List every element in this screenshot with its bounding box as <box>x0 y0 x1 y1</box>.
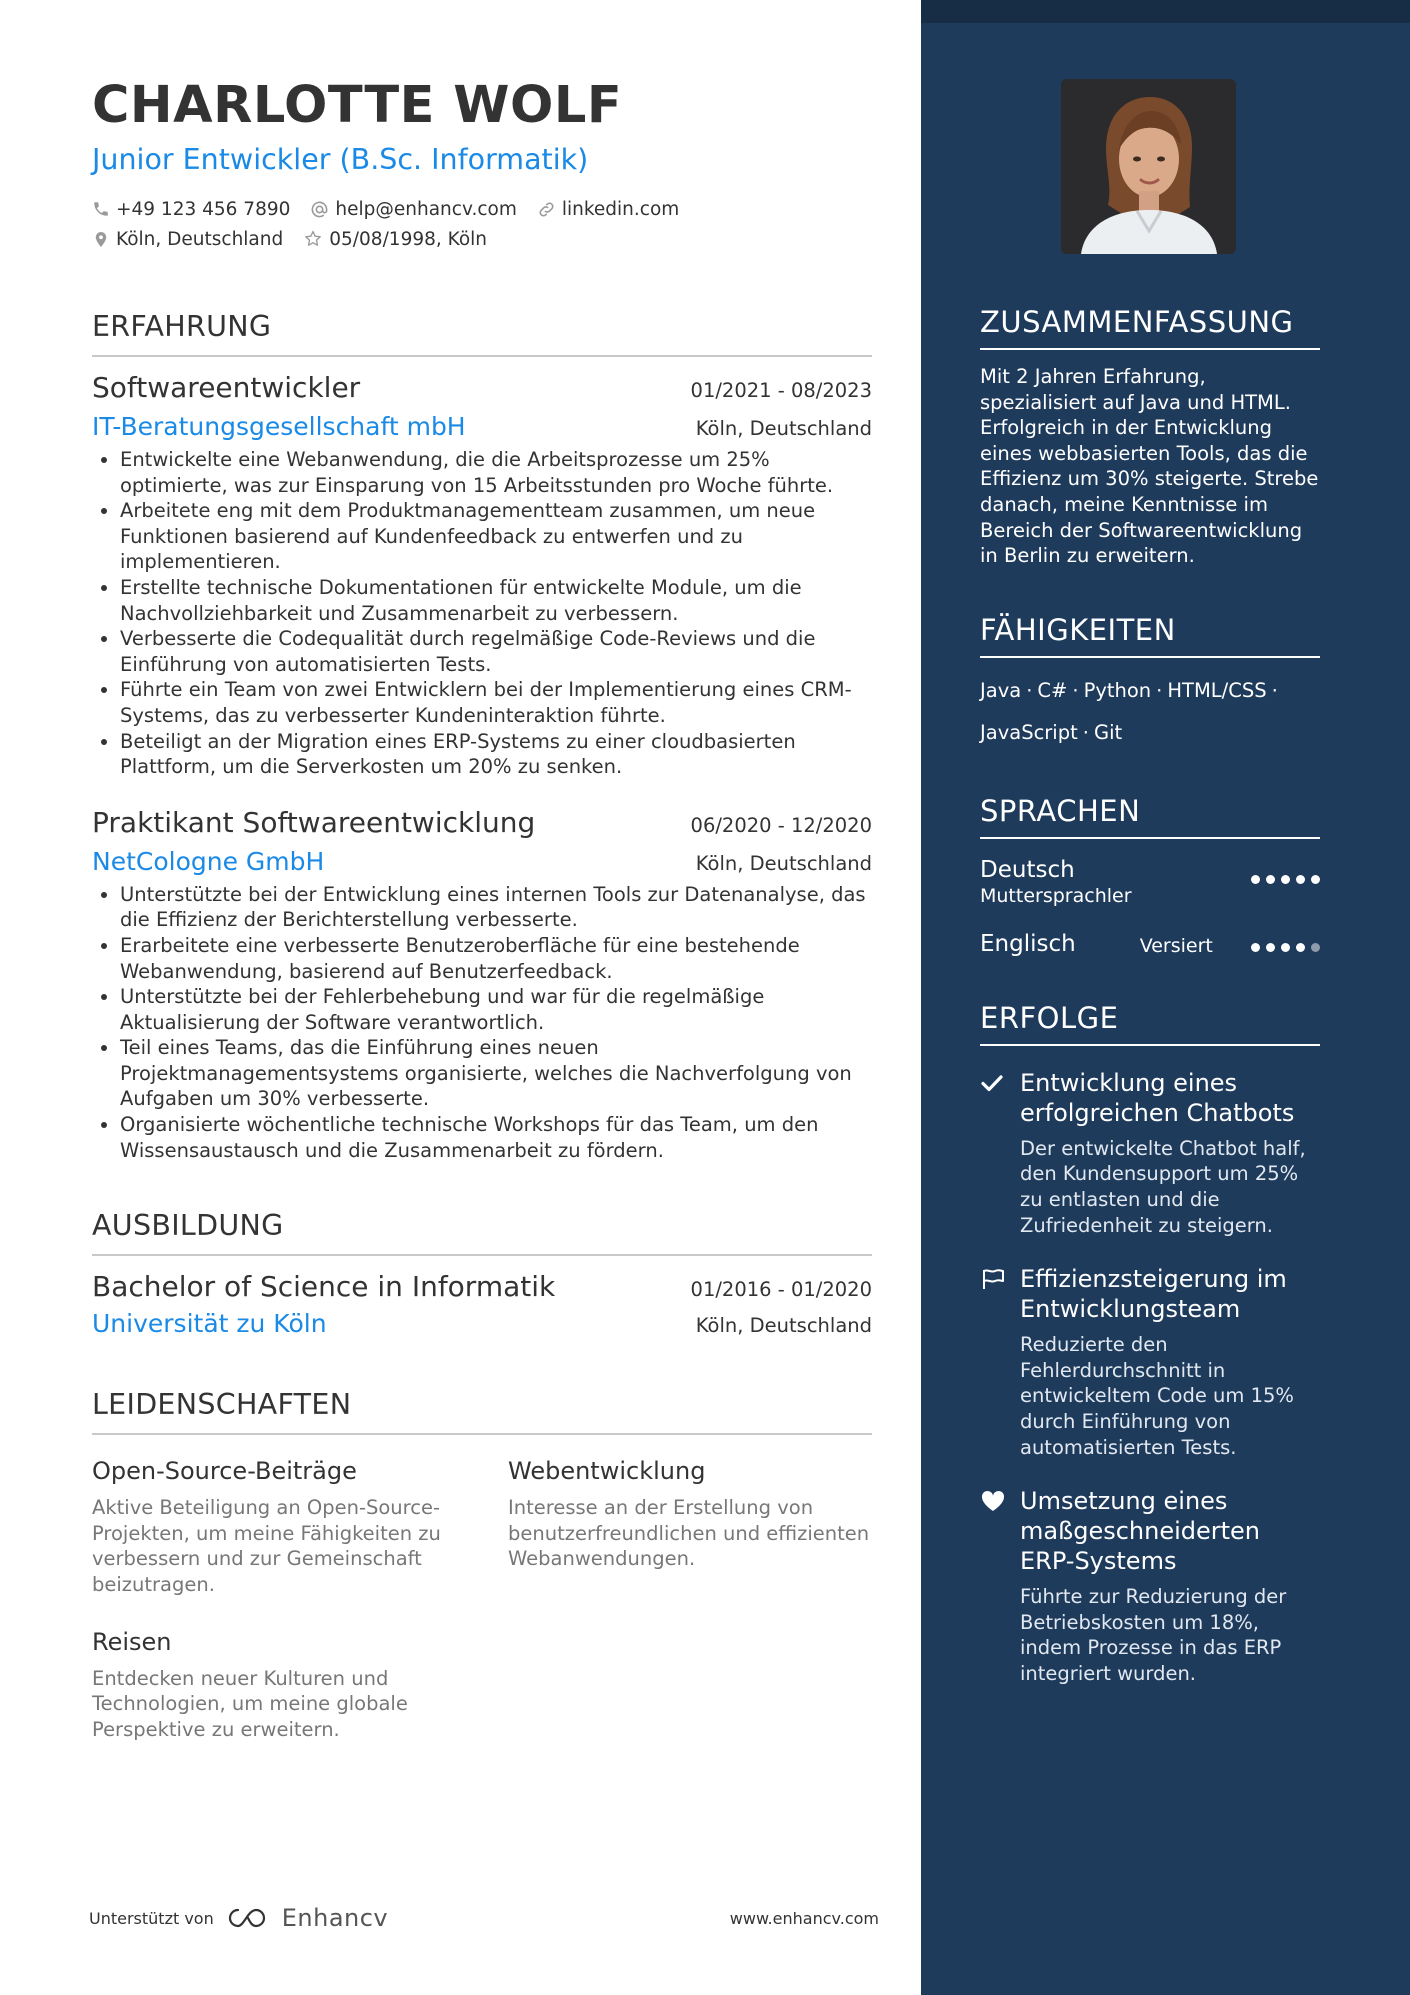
bullet: • Beteiligt an der Migration eines ERP-Systems zu einer cloudbasierten Plattform, um die Serverkosten um 20% zu senken. <box>120 729 872 780</box>
skill-separator: · <box>1082 720 1089 744</box>
rating-dot <box>1266 943 1275 952</box>
enhancv-logo-icon <box>226 1906 274 1930</box>
main-column <box>92 75 872 1742</box>
footer-url[interactable]: www.enhancv.com <box>729 1908 879 1928</box>
skill-separator: · <box>1156 678 1163 702</box>
language-rating <box>1251 875 1320 884</box>
powered-by-text: Unterstützt von <box>89 1908 214 1928</box>
passion-desc: Entdecken neuer Kulturen und Technologien, um meine globale Perspektive zu erweitern. <box>92 1666 408 1741</box>
bullet: • Arbeitete eng mit dem Produktmanagementteam zusammen, um neue Funktionen basierend auf Kundenfeedback zu entwerfen und zu implementieren. <box>120 498 872 575</box>
skill-item: Git <box>1093 720 1123 744</box>
degree: Bachelor of Science in Informatik <box>92 1270 556 1304</box>
location-pin-icon <box>92 230 110 249</box>
bullet: • Verbesserte die Codequalität durch regelmäßige Code-Reviews und die Einführung von automatisierten Tests. <box>120 626 872 677</box>
skills-list <box>980 670 1320 754</box>
rating-dot <box>1251 943 1260 952</box>
skill-separator: · <box>1072 678 1079 702</box>
job-dates: 06/2020 - 12/2020 <box>690 813 872 837</box>
education-section <box>92 1209 872 1338</box>
education-dates: 01/2016 - 01/2020 <box>690 1278 872 1302</box>
language-item <box>980 931 1320 957</box>
passion-desc: Interesse an der Erstellung von benutzerfreundlichen und effizienten Webanwendungen. <box>508 1496 870 1571</box>
job-dates: 01/2021 - 08/2023 <box>690 379 872 402</box>
footer <box>89 1904 879 1932</box>
job-title: Praktikant Softwareentwicklung <box>92 805 536 839</box>
phone-icon <box>92 200 110 218</box>
profile-photo <box>1061 79 1236 254</box>
education-title: AUSBILDUNG <box>92 1209 872 1256</box>
profile-portrait-icon <box>1061 79 1236 254</box>
achievement-item <box>980 1068 1320 1238</box>
passion-title: Open-Source-Beiträge <box>92 1457 357 1486</box>
contact-email[interactable] <box>310 199 516 220</box>
email-text: help@enhancv.com <box>335 198 517 220</box>
achievement-title: Umsetzung eines maßgeschneiderten ERP-Systems <box>1020 1487 1261 1576</box>
heart-icon <box>980 1489 1006 1513</box>
languages-title: SPRACHEN <box>980 794 1320 839</box>
job-company: NetCologne GmbH <box>92 846 325 876</box>
flag-icon <box>980 1267 1006 1291</box>
achievement-item <box>980 1486 1320 1686</box>
skill-item: HTML/CSS <box>1167 678 1267 702</box>
language-rating <box>1251 943 1320 952</box>
skill-item: Java <box>980 678 1022 702</box>
passion-item <box>92 1457 508 1597</box>
passion-item <box>92 1628 508 1743</box>
skills-section <box>980 613 1320 754</box>
birth-text: 05/08/1998, Köln <box>329 228 488 250</box>
location-text: Köln, Deutschland <box>116 228 284 250</box>
passions-title: LEIDENSCHAFTEN <box>92 1388 872 1435</box>
skill-separator: · <box>1271 678 1278 702</box>
rating-dot <box>1296 875 1305 884</box>
achievement-desc: Reduzierte den Fehlerdurchschnitt in entwickeltem Code um 15% durch Einführung von automatisierten Tests. <box>1020 1333 1294 1459</box>
bullet: • Unterstützte bei der Fehlerbehebung und war für die regelmäßige Aktualisierung der Software verantwortlich. <box>120 984 872 1035</box>
rating-dot <box>1281 875 1290 884</box>
phone-text: +49 123 456 7890 <box>116 198 291 220</box>
bullet: • Erstellte technische Dokumentationen für entwickelte Module, um die Nachvollziehbarkeit und Zusammenarbeit zu verbessern. <box>120 575 872 626</box>
job-title: Softwareentwickler <box>92 371 361 404</box>
language-name: Englisch <box>980 930 1076 957</box>
rating-dot <box>1311 875 1320 884</box>
passions-section <box>92 1388 872 1742</box>
experience-title: ERFAHRUNG <box>92 310 872 357</box>
achievement-title: Entwicklung eines erfolgreichen Chatbots <box>1020 1068 1295 1127</box>
bullet: • Erarbeitete eine verbesserte Benutzeroberfläche für eine bestehende Webanwendung, basierend auf Benutzerfeedback. <box>120 933 872 984</box>
at-icon <box>310 200 329 219</box>
skill-item: C# <box>1037 678 1068 702</box>
job-location: Köln, Deutschland <box>695 417 872 440</box>
passion-title: Webentwicklung <box>508 1457 706 1486</box>
enhancv-logo[interactable] <box>226 1904 388 1932</box>
contact-linkedin[interactable] <box>537 199 679 220</box>
languages-section <box>980 794 1320 957</box>
rating-dot <box>1251 875 1260 884</box>
language-level: Versiert <box>1139 934 1213 957</box>
link-icon <box>537 200 556 219</box>
achievement-title: Effizienzsteigerung im Entwicklungsteam <box>1020 1265 1287 1324</box>
achievement-desc: Der entwickelte Chatbot half, den Kundensupport um 25% zu entlasten und die Zufriedenheit zu steigern. <box>1020 1136 1306 1237</box>
contact-birth <box>303 229 487 250</box>
job-entry <box>92 371 872 780</box>
candidate-name: CHARLOTTE WOLF <box>92 76 623 135</box>
skill-item: JavaScript <box>980 720 1078 744</box>
summary-title: ZUSAMMENFASSUNG <box>980 305 1320 350</box>
school: Universität zu Köln <box>92 1309 327 1339</box>
contact-info <box>92 194 872 254</box>
language-name: Deutsch <box>980 856 1075 883</box>
bullet: • Führte ein Team von zwei Entwicklern bei der Implementierung eines CRM-Systems, das zu verbesserter Kundeninteraktion führte. <box>120 677 872 728</box>
bullet: • Entwickelte eine Webanwendung, die die Arbeitsprozesse um 25% optimierte, was zur Einsparung von 15 Arbeitsstunden pro Woche führte. <box>120 447 872 498</box>
star-icon <box>303 229 323 249</box>
skill-item: Python <box>1083 678 1152 702</box>
headline: Junior Entwickler (B.Sc. Informatik) <box>92 143 589 176</box>
passion-desc: Aktive Beteiligung an Open-Source-Projekten, um meine Fähigkeiten zu verbessern und zur Gemeinschaft beizutragen. <box>92 1496 441 1597</box>
job-bullets <box>92 882 872 1164</box>
rating-dot <box>1266 875 1275 884</box>
rating-dot <box>1311 943 1320 952</box>
bullet: • Organisierte wöchentliche technische Workshops für das Team, um den Wissensaustausch und die Zusammenarbeit zu fördern. <box>120 1112 872 1163</box>
passion-title: Reisen <box>92 1627 172 1656</box>
skill-separator: · <box>1026 678 1033 702</box>
summary-text: Mit 2 Jahren Erfahrung, spezialisiert auf Java und HTML. Erfolgreich in der Entwicklung eines webbasierten Tools, das die Effizienz um 30% steigerte. Strebe danach, meine Kenntnisse im Bereich der Softwareentwicklung in Berlin zu erweitern. <box>980 365 1319 568</box>
linkedin-text: linkedin.com <box>561 198 680 220</box>
language-level: Muttersprachler <box>980 884 1132 907</box>
achievement-desc: Führte zur Reduzierung der Betriebskosten um 18%, indem Prozesse in das ERP integriert wurden. <box>1020 1585 1287 1685</box>
contact-location <box>92 229 283 250</box>
job-entry <box>92 806 872 1164</box>
passion-item <box>508 1457 872 1597</box>
sidebar <box>921 0 1410 1995</box>
bullet: • Teil eines Teams, das die Einführung eines neuen Projektmanagementsystems organisierte, welches die Nachverfolgung von Aufgaben um 30% verbesserte. <box>120 1035 872 1112</box>
bullet: • Unterstützte bei der Entwicklung eines internen Tools zur Datenanalyse, das die Effizienz der Berichterstellung verbesserte. <box>120 882 872 933</box>
sidebar-top-bar <box>921 0 1410 23</box>
sidebar-content <box>980 305 1320 1730</box>
skills-title: FÄHIGKEITEN <box>980 613 1320 658</box>
achievements-section <box>980 1001 1320 1687</box>
achievement-item <box>980 1264 1320 1460</box>
job-bullets <box>92 447 872 780</box>
check-icon <box>980 1071 1004 1095</box>
experience-section <box>92 310 872 1163</box>
summary-section <box>980 305 1320 569</box>
education-location: Köln, Deutschland <box>695 1314 872 1338</box>
job-company: IT-Beratungsgesellschaft mbH <box>92 412 466 441</box>
language-item <box>980 857 1320 907</box>
rating-dot <box>1281 943 1290 952</box>
achievements-title: ERFOLGE <box>980 1001 1320 1046</box>
rating-dot <box>1296 943 1305 952</box>
job-location: Köln, Deutschland <box>695 851 872 875</box>
brand-name: Enhancv <box>281 1904 389 1932</box>
contact-phone[interactable] <box>92 199 290 220</box>
